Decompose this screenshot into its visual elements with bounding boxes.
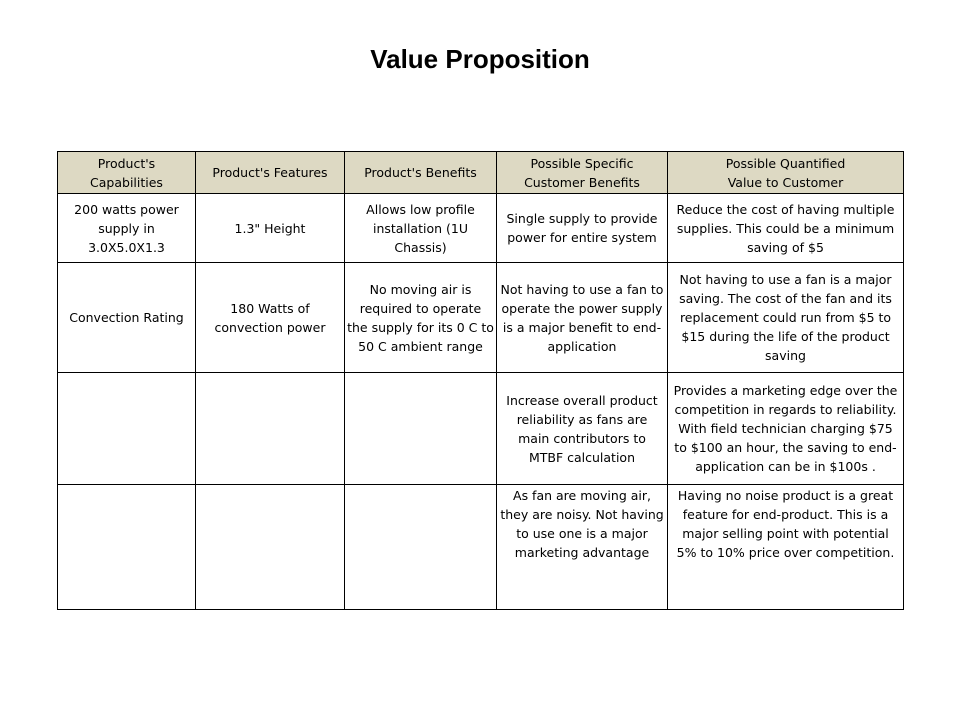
value-proposition-table [57, 151, 904, 610]
table-header-row [58, 152, 904, 194]
table-cell [196, 373, 345, 485]
table-cell: Not having to use a fan is a major saving. The cost of the fan and its replacement could run from $5 to $15 during the life of the product saving [668, 263, 904, 373]
table-cell: Allows low profile installation (1U Chassis) [345, 194, 497, 263]
header-quantified-value: Possible Quantified Value to Customer [668, 152, 904, 194]
table-cell: 200 watts power supply in 3.0X5.0X1.3 [58, 194, 196, 263]
table-cell: No moving air is required to operate the supply for its 0 C to 50 C ambient range [345, 263, 497, 373]
table-cell [345, 373, 497, 485]
table-cell: Reduce the cost of having multiple supplies. This could be a minimum saving of $5 [668, 194, 904, 263]
table-cell: Single supply to provide power for entire system [497, 194, 668, 263]
header-benefits: Product's Benefits [345, 152, 497, 194]
table-cell: 180 Watts of convection power [196, 263, 345, 373]
table-row [58, 373, 904, 485]
table-row [58, 194, 904, 263]
table-cell: Provides a marketing edge over the competition in regards to reliability. With field technician charging $75 to $100 an hour, the saving to end- application can be in $100s . [668, 373, 904, 485]
table-cell [196, 485, 345, 610]
table-cell [58, 485, 196, 610]
table-cell [58, 373, 196, 485]
table-cell: 1.3" Height [196, 194, 345, 263]
table-row [58, 485, 904, 610]
table-row [58, 263, 904, 373]
page-title: Value Proposition [370, 44, 590, 74]
table-cell: Not having to use a fan to operate the power supply is a major benefit to end- application [497, 263, 668, 373]
table-cell: As fan are moving air, they are noisy. Not having to use one is a major marketing advantage [497, 485, 668, 610]
table-cell [345, 485, 497, 610]
table-cell: Having no noise product is a great feature for end-product. This is a major selling point with potential 5% to 10% price over competition. [668, 485, 904, 610]
table-cell: Increase overall product reliability as fans are main contributors to MTBF calculation [497, 373, 668, 485]
header-customer-benefits: Possible Specific Customer Benefits [497, 152, 668, 194]
header-capabilities: Product's Capabilities [58, 152, 196, 194]
table-cell: Convection Rating [58, 263, 196, 373]
header-features: Product's Features [196, 152, 345, 194]
